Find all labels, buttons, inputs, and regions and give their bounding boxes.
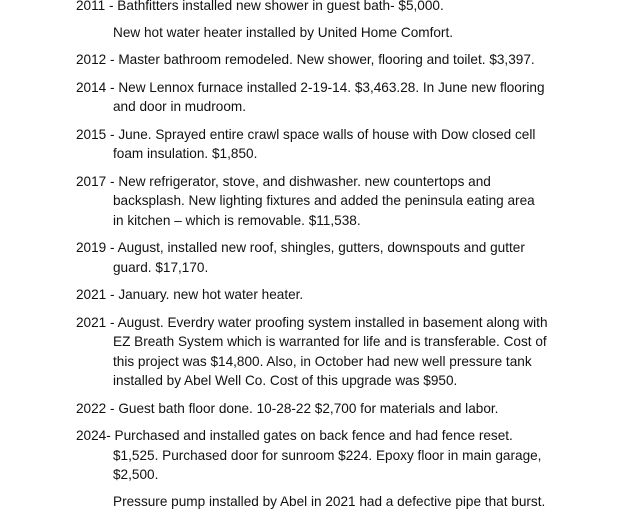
entry-2017 [76, 172, 636, 231]
entry-text: EZ Breath System which is warranted for life and is transferable. Cost of [113, 334, 547, 349]
entry-text: and door in mudroom. [113, 99, 246, 114]
entry-text: foam insulation. $1,850. [113, 146, 258, 161]
entry-text: 2021 - January. new hot water heater. [76, 287, 304, 302]
entry-text: Pressure pump installed by Abel in 2021 had a defective pipe that burst. [113, 493, 546, 509]
entry-2021-august [76, 313, 636, 391]
entry-text: guard. $17,170. [113, 259, 209, 275]
entry-2019 [76, 238, 636, 277]
entry-text: 2014 - New Lennox furnace installed 2-19-14. $3,463.28. In June new flooring [76, 79, 545, 95]
entry-2012 [76, 50, 636, 70]
entry-2024 [76, 426, 636, 511]
entry-text: 2012 - Master bathroom remodeled. New shower, flooring and toilet. $3,397. [76, 52, 535, 67]
entry-text: New hot water heater installed by United Home Comfort. [113, 24, 453, 40]
entry-text: $1,525. Purchased door for sunroom $224. Epoxy floor in main garage, [113, 447, 542, 463]
entry-text: 2017 - New refrigerator, stove, and dishwasher. new countertops and [76, 173, 491, 189]
entry-text: 2021 - August. Everdry water proofing system installed in basement along with [76, 314, 548, 330]
entry-text: 2015 - June. Sprayed entire crawl space walls of house with Dow closed cell [76, 126, 536, 142]
home-improvement-log [76, 0, 636, 519]
entry-text: this project was $14,800. Also, in October had new well pressure tank [113, 353, 532, 369]
entry-text: backsplash. New lighting fixtures and added the peninsula eating area [113, 193, 535, 208]
entry-text: 2024- Purchased and installed gates on back fence and had fence reset. [76, 428, 513, 443]
entry-text: 2022 - Guest bath floor done. 10-28-22 $2,700 for materials and labor. [76, 400, 499, 416]
entry-2021-january [76, 285, 636, 305]
entry-text: installed by Abel Well Co. Cost of this upgrade was $950. [113, 373, 458, 388]
entry-text: 2019 - August, installed new roof, shingles, gutters, downspouts and gutter [76, 240, 525, 255]
entry-2015 [76, 125, 636, 164]
entry-2014 [76, 78, 636, 117]
entry-text: $2,500. [113, 467, 159, 482]
entry-text: 2011 - Bathfitters installed new shower in guest bath- $5,000. [76, 0, 444, 13]
entry-2022 [76, 399, 636, 419]
entry-text: in kitchen – which is removable. $11,538. [113, 212, 361, 228]
entry-2011 [76, 0, 636, 42]
